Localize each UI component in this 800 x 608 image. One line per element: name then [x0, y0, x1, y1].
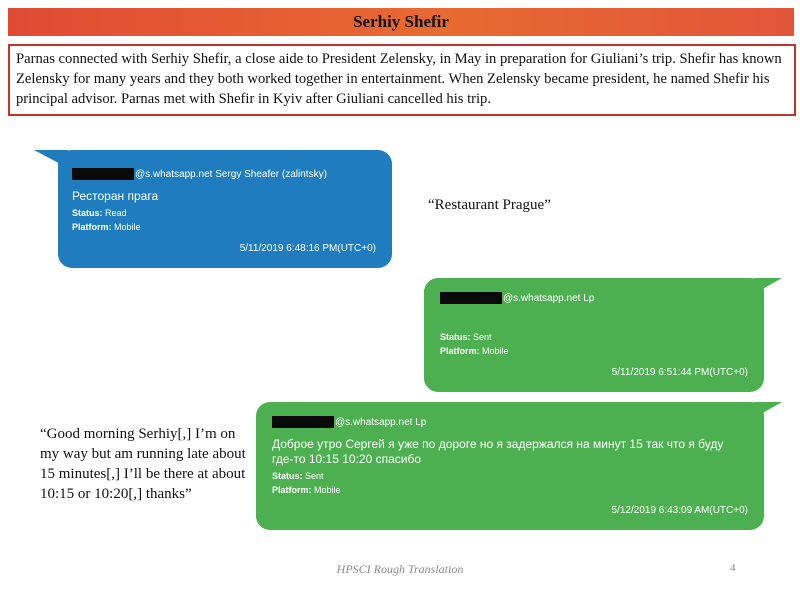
status-label: Status: — [72, 208, 103, 218]
message-sender — [272, 416, 748, 428]
sender-label: @s.whatsapp.net Lp — [335, 416, 427, 428]
message-text: Ресторан прага — [72, 189, 159, 203]
redaction-block — [440, 292, 502, 304]
footer-note: HPSCI Rough Translation — [336, 562, 464, 576]
message-status — [72, 208, 378, 218]
platform-value: Mobile — [314, 485, 341, 495]
status-label: Status: — [272, 471, 303, 481]
page-title: Serhiy Shefir — [353, 12, 449, 31]
message-timestamp: 5/12/2019 6:43:09 AM(UTC+0) — [611, 505, 748, 516]
message-sender — [440, 292, 750, 304]
status-value: Sent — [473, 332, 492, 342]
message-platform — [272, 485, 748, 495]
platform-value: Mobile — [482, 346, 509, 356]
message-bubble-1 — [58, 150, 392, 268]
translation-3: “Good morning Serhiy[,] I’m on my way but am running late about 15 minutes[,] I’ll be there at about 10:15 or 10:20[,] thanks” — [40, 426, 246, 502]
message-platform — [440, 346, 750, 356]
message-bubble-3 — [256, 402, 764, 530]
status-label: Status: — [440, 332, 471, 342]
message-bubble-2 — [424, 278, 764, 392]
redaction-block — [272, 416, 334, 428]
status-value: Read — [105, 208, 127, 218]
message-status — [440, 332, 750, 342]
message-timestamp: 5/11/2019 6:48:16 PM(UTC+0) — [239, 243, 376, 254]
sender-label: @s.whatsapp.net Sergy Sheafer (zalintsky) — [135, 168, 327, 180]
status-value: Sent — [305, 471, 324, 481]
message-sender — [72, 168, 378, 180]
translation-1: “Restaurant Prague” — [428, 197, 551, 213]
platform-label: Platform: — [272, 485, 312, 495]
message-text — [440, 313, 750, 328]
summary-box: Parnas connected with Serhiy Shefir, a close aide to President Zelensky, in May in preparation for Giuliani’s trip. Shefir has known Zelensky for many years and they both worked together in entertainment. When Zelensky became president, he named Shefir his principal advisor. Parnas met with Shefir in Kyiv after Giuliani cancelled his trip. — [8, 44, 796, 116]
platform-label: Platform: — [72, 222, 112, 232]
redaction-block — [72, 168, 134, 180]
bubble-tail-right — [754, 402, 782, 418]
platform-label: Platform: — [440, 346, 480, 356]
sender-label: @s.whatsapp.net Lp — [503, 292, 595, 304]
platform-value: Mobile — [114, 222, 141, 232]
page-number: 4 — [730, 562, 736, 574]
bubble-tail-left — [34, 150, 68, 168]
message-timestamp: 5/11/2019 6:51:44 PM(UTC+0) — [611, 367, 748, 378]
bubble-tail-right — [754, 278, 782, 294]
message-status — [272, 471, 748, 481]
title-banner — [8, 8, 794, 36]
message-text: Доброе утро Сергей я уже по дороге но я задержался на минут 15 так что я буду где-то 10:15 10:20 спасибо — [272, 437, 724, 466]
message-platform — [72, 222, 378, 232]
